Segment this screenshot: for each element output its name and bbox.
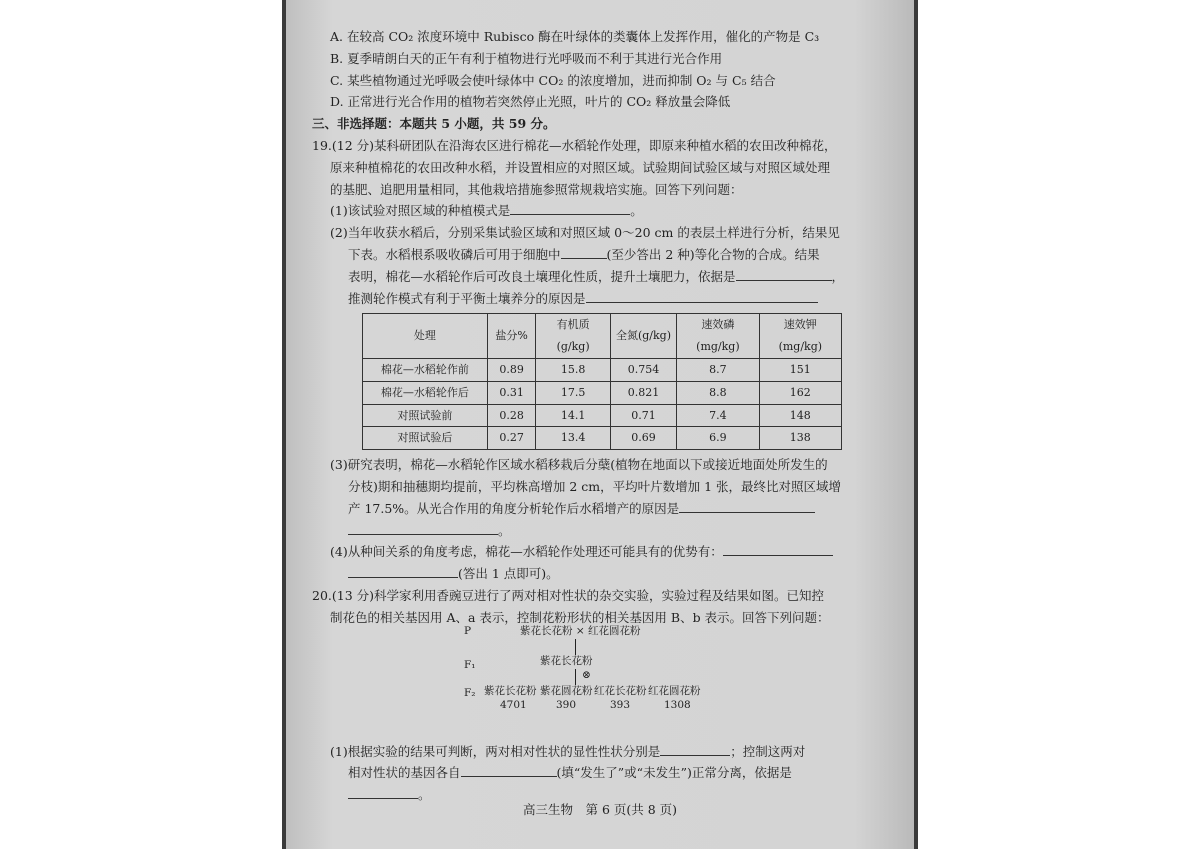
q19-sub2-line2: 下表。水稻根系吸收磷后可用于细胞中 (至少答出 2 种)等化合物的合成。结果 [348, 246, 820, 262]
table-cell: 0.754 [610, 358, 676, 381]
table-row [363, 404, 842, 427]
down-arrow-icon [575, 639, 576, 655]
option-d: D. 正常进行光合作用的植物若突然停止光照，叶片的 CO₂ 释放量会降低 [330, 94, 731, 110]
cross-f2-type: 紫花长花粉 [484, 685, 537, 697]
cross-f1-text: 紫花长花粉 [540, 655, 593, 667]
table-cell: 7.4 [677, 404, 759, 427]
table-cell: 138 [759, 427, 841, 450]
q19-sub3-line3: 产 17.5%。从光合作用的角度分析轮作后水稻增产的原因是 [312, 498, 842, 520]
table-header: 全氮(g/kg) [610, 314, 676, 359]
table-cell: 0.28 [487, 404, 536, 427]
option-b: B. 夏季晴朗白天的正午有利于植物进行光呼吸而不利于其进行光合作用 [330, 50, 723, 66]
answer-blank[interactable] [348, 785, 418, 799]
table-cell: 0.71 [610, 404, 676, 427]
q19-sub3-line4: 。 [312, 520, 842, 542]
table-header: 盐分% [487, 314, 536, 359]
answer-blank[interactable] [461, 763, 557, 777]
table-cell: 8.7 [677, 358, 759, 381]
q20-sub1-line2: 相对性状的基因各自 (填“发生了”或“未发生”)正常分离，依据是 [348, 765, 792, 781]
table-row [363, 381, 842, 404]
cross-f2-type: 红花长花粉 [594, 685, 647, 697]
q19-sub2-line4: 推测轮作模式有利于平衡土壤养分的原因是 [312, 288, 842, 310]
answer-blank[interactable] [510, 201, 630, 215]
q19-sub1: (1)该试验对照区域的种植模式是 。 [330, 203, 643, 219]
table-cell: 8.8 [677, 381, 759, 404]
section-heading: 三、非选择题：本题共 5 小题，共 59 分。 [312, 116, 556, 132]
paper-edge-left [282, 0, 286, 849]
table-cell: 6.9 [677, 427, 759, 450]
answer-blank[interactable] [348, 521, 498, 535]
cross-f2-count: 1308 [664, 699, 691, 711]
selfing-symbol-icon: ⊗ [582, 669, 591, 681]
q19-sub2-line1: (2)当年收获水稻后，分别采集试验区域和对照区域 0～20 cm 的表层土样进行分析，结果见 [330, 225, 840, 241]
table-row [363, 358, 842, 381]
q19-sub2-line3: 表明，棉花—水稻轮作后可改良土壤理化性质，提升土壤肥力，依据是 ， [348, 268, 845, 284]
table-cell: 棉花—水稻轮作前 [363, 358, 488, 381]
table-cell: 0.31 [487, 381, 536, 404]
table-cell: 151 [759, 358, 841, 381]
table-header-row [363, 314, 842, 359]
table-cell: 14.1 [536, 404, 610, 427]
paper-edge-right [914, 0, 918, 849]
table-header: 处理 [363, 314, 488, 359]
table-cell: 对照试验前 [363, 404, 488, 427]
q19-stem-line1: 19.(12 分)某科研团队在沿海农区进行棉花—水稻轮作处理，即原来种植水稻的农田改种棉花， [312, 137, 837, 153]
table-cell: 17.5 [536, 381, 610, 404]
cross-p-label: P [464, 625, 472, 637]
table-cell: 13.4 [536, 427, 610, 450]
q20-stem-line1: 20.(13 分)科学家利用香豌豆进行了两对相对性状的杂交实验，实验过程及结果如图。已知控 [312, 587, 825, 603]
q19-sub4-line1: (4)从种间关系的角度考虑，棉花—水稻轮作处理还可能具有的优势有： [312, 541, 842, 563]
table-row [363, 427, 842, 450]
answer-blank[interactable] [561, 245, 607, 259]
table-cell: 0.821 [610, 381, 676, 404]
table-cell: 162 [759, 381, 841, 404]
q19-sub3-line2: 分枝)期和抽穗期均提前，平均株高增加 2 cm，平均叶片数增加 1 张，最终比对照区域增 [348, 478, 842, 494]
q19-stem-line3: 的基肥、追肥用量相同，其他栽培措施参照常规栽培实施。回答下列问题： [330, 181, 743, 197]
table-header: 速效磷(mg/kg) [677, 314, 759, 359]
answer-blank[interactable] [586, 289, 818, 303]
page-footer: 高三生物 第 6 页(共 8 页) [522, 802, 678, 817]
option-a: A. 在较高 CO₂ 浓度环境中 Rubisco 酶在叶绿体的类囊体上发挥作用，催化的产物是 C₃ [330, 29, 820, 44]
table-cell: 148 [759, 404, 841, 427]
down-arrow-icon [575, 669, 576, 685]
table-cell: 棉花—水稻轮作后 [363, 381, 488, 404]
cross-f1-label: F₁ [464, 659, 476, 671]
table-cell: 15.8 [536, 358, 610, 381]
q20-sub1-line3: 。 [312, 784, 842, 806]
cross-f2-count: 390 [556, 699, 577, 711]
table-cell: 0.69 [610, 427, 676, 450]
q20-stem-line2: 制花色的相关基因用 A、a 表示，控制花粉形状的相关基因用 B、b 表示。回答下列问题： [330, 609, 830, 625]
cross-p-text: 紫花长花粉 × 红花圆花粉 [520, 625, 641, 637]
table-header: 速效钾(mg/kg) [759, 314, 841, 359]
table-cell: 对照试验后 [363, 427, 488, 450]
soil-data-table [362, 313, 842, 450]
table-cell: 0.27 [487, 427, 536, 450]
answer-blank[interactable] [723, 542, 833, 556]
cross-f2-type: 紫花圆花粉 [540, 685, 593, 697]
q19-sub4-line2: (答出 1 点即可)。 [312, 563, 842, 585]
q19-sub3-line1: (3)研究表明，棉花—水稻轮作区域水稻移栽后分蘖(植物在地面以下或接近地面处所发生的 [330, 457, 828, 473]
answer-blank[interactable] [660, 742, 730, 756]
cross-f2-type: 红花圆花粉 [648, 685, 701, 697]
table-header: 有机质(g/kg) [536, 314, 610, 359]
answer-blank[interactable] [736, 267, 832, 281]
q20-sub1-line1: (1)根据实验的结果可判断，两对相对性状的显性性状分别是 ；控制这两对 [330, 743, 806, 759]
answer-blank[interactable] [679, 499, 815, 513]
table-cell: 0.89 [487, 358, 536, 381]
option-c: C. 某些植物通过光呼吸会使叶绿体中 CO₂ 的浓度增加，进而抑制 O₂ 与 C₅ 结合 [330, 72, 776, 88]
cross-f2-count: 4701 [500, 699, 527, 711]
q19-stem-line2: 原来种植棉花的农田改种水稻，并设置相应的对照区域。试验期间试验区域与对照区域处理 [330, 159, 831, 175]
cross-f2-count: 393 [610, 699, 631, 711]
answer-blank[interactable] [348, 564, 458, 578]
cross-f2-label: F₂ [464, 687, 476, 699]
